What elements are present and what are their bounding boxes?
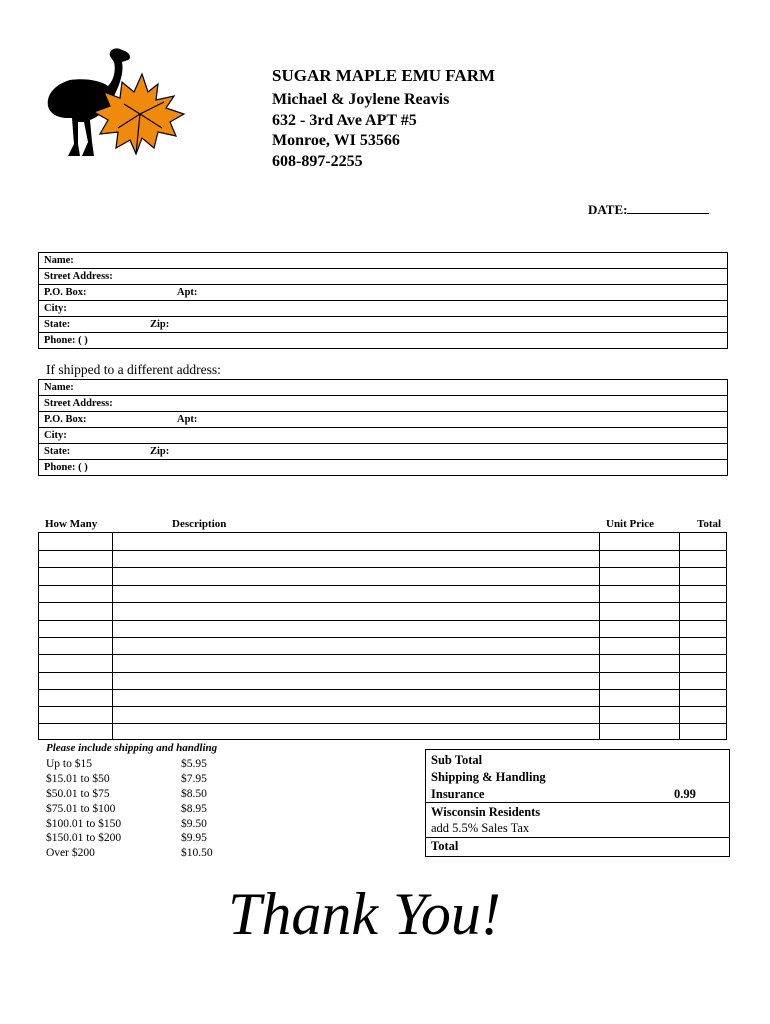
- apt-label: Apt:: [177, 414, 198, 425]
- shipping-city-row[interactable]: [39, 428, 727, 444]
- rate-range: $15.01 to $50: [46, 773, 110, 785]
- shipping-name-row[interactable]: [39, 380, 727, 396]
- shipping-pobox-row[interactable]: [39, 412, 727, 428]
- rate-range: $100.01 to $150: [46, 818, 122, 830]
- city-label: City:: [44, 303, 67, 314]
- thank-you-text: Thank You!: [228, 881, 501, 947]
- shipping-address-box: [38, 379, 728, 476]
- owner-names: Michael & Joylene Reavis: [272, 91, 450, 108]
- sales-tax-label: add 5.5% Sales Tax: [431, 821, 530, 835]
- rate-price: $7.95: [181, 773, 207, 785]
- unit-price-header: Unit Price: [606, 518, 654, 530]
- apt-label: Apt:: [177, 287, 198, 298]
- date-label: DATE:: [588, 202, 628, 217]
- how-many-header: How Many: [45, 518, 98, 530]
- rate-range: $50.01 to $75: [46, 788, 110, 800]
- order-table[interactable]: [38, 532, 727, 740]
- name-label: Name:: [44, 255, 74, 266]
- total-label: Total: [431, 839, 459, 853]
- billing-name-row[interactable]: [39, 253, 727, 269]
- name-label: Name:: [44, 382, 74, 393]
- rate-price: $8.50: [181, 788, 207, 800]
- rate-price: $10.50: [181, 847, 213, 859]
- billing-street-row[interactable]: [39, 269, 727, 285]
- billing-pobox-row[interactable]: [39, 285, 727, 301]
- date-field[interactable]: [588, 201, 709, 218]
- billing-address-box: [38, 252, 728, 349]
- shipping-street-row[interactable]: [39, 396, 727, 412]
- farm-name: SUGAR MAPLE EMU FARM: [272, 66, 496, 85]
- state-label: State:: [44, 319, 71, 330]
- insurance-label: Insurance: [431, 787, 485, 801]
- street-label: Street Address:: [44, 398, 113, 409]
- billing-phone-row[interactable]: [39, 333, 727, 348]
- rate-range: $150.01 to $200: [46, 832, 122, 844]
- state-label: State:: [44, 446, 71, 457]
- sub-total-label: Sub Total: [431, 753, 483, 767]
- billing-city-row[interactable]: [39, 301, 727, 317]
- rate-price: $9.95: [181, 832, 207, 844]
- rate-price: $9.50: [181, 818, 207, 830]
- pobox-label: P.O. Box:: [44, 414, 87, 425]
- phone-label: Phone: ( ): [44, 462, 88, 473]
- ship-different-heading: If shipped to a different address:: [46, 362, 221, 377]
- farm-phone: 608-897-2255: [272, 153, 363, 170]
- city-state-zip: Monroe, WI 53566: [272, 132, 400, 149]
- rate-range: $75.01 to $100: [46, 803, 116, 815]
- description-header: Description: [172, 518, 227, 530]
- shipping-phone-row[interactable]: [39, 460, 727, 475]
- street-address: 632 - 3rd Ave APT #5: [272, 112, 417, 129]
- rate-price: $5.95: [181, 758, 207, 770]
- date-blank[interactable]: [627, 201, 709, 214]
- total-header: Total: [697, 518, 722, 530]
- city-label: City:: [44, 430, 67, 441]
- phone-label: Phone: ( ): [44, 335, 88, 346]
- zip-label: Zip:: [150, 319, 170, 330]
- insurance-value: 0.99: [674, 787, 696, 801]
- street-label: Street Address:: [44, 271, 113, 282]
- wi-residents-label: Wisconsin Residents: [431, 805, 541, 819]
- rate-price: $8.95: [181, 803, 207, 815]
- shipping-state-row[interactable]: [39, 444, 727, 460]
- totals-box[interactable]: [425, 749, 730, 857]
- shipping-handling-label: Shipping & Handling: [431, 770, 546, 784]
- shipping-note: Please include shipping and handling: [46, 742, 218, 754]
- emu-maple-leaf-logo: [44, 44, 189, 169]
- pobox-label: P.O. Box:: [44, 287, 87, 298]
- rate-range: Over $200: [46, 847, 95, 859]
- billing-state-row[interactable]: [39, 317, 727, 333]
- rate-range: Up to $15: [46, 758, 92, 770]
- zip-label: Zip:: [150, 446, 170, 457]
